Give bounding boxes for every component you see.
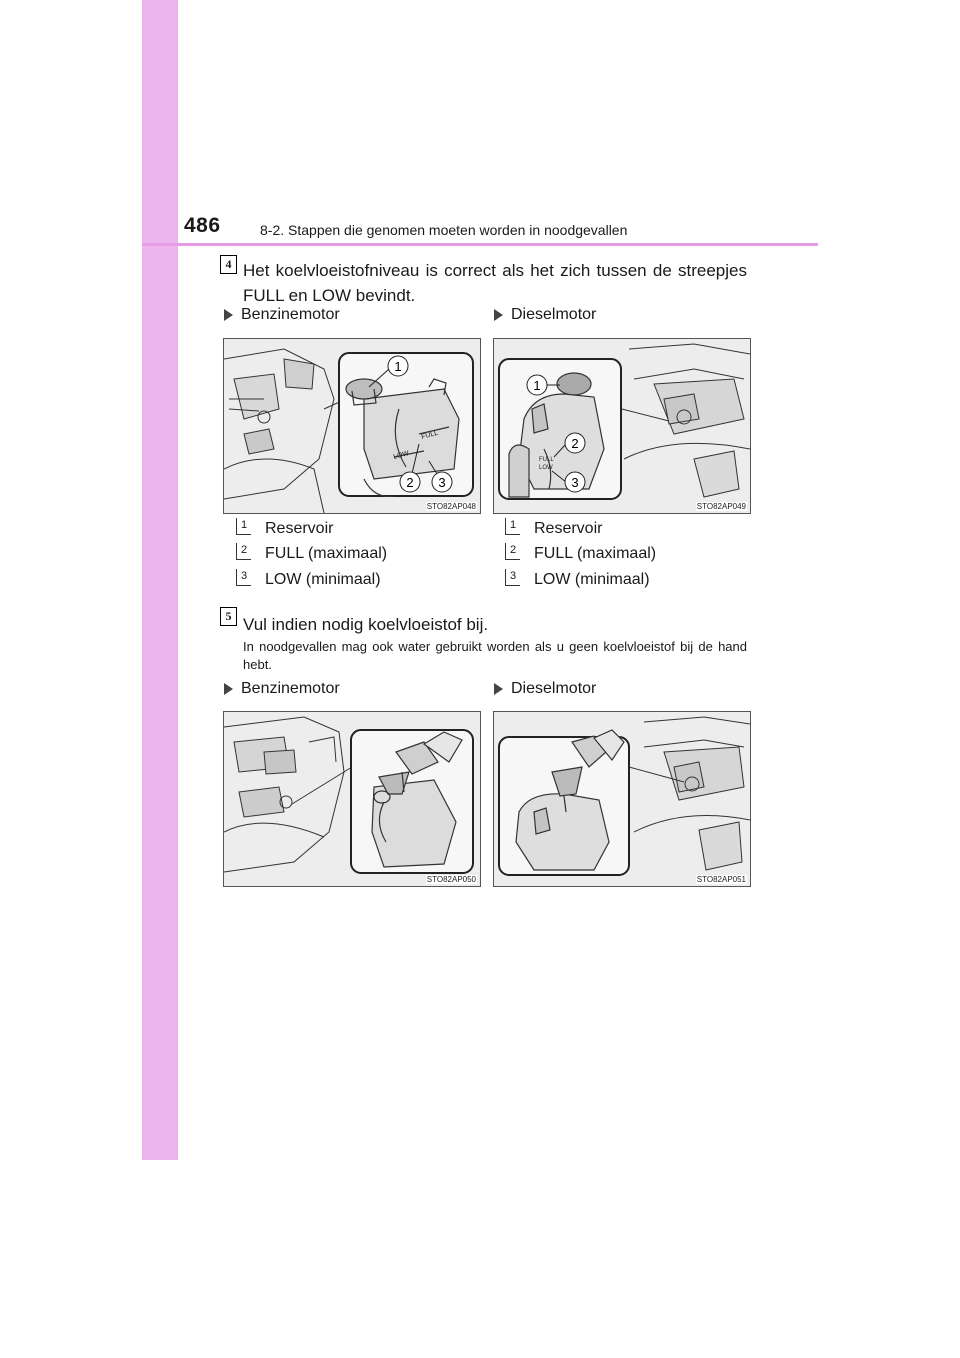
figure-benzine-reservoir: [223, 338, 481, 514]
legend-number: 3: [236, 569, 251, 586]
bullet-diesel-1: [494, 306, 596, 324]
legend-number: 3: [505, 569, 520, 586]
triangle-arrow-icon: [224, 683, 233, 695]
legend-number: 1: [505, 518, 520, 535]
engine-bay-illustration: [224, 339, 480, 513]
figure-code: STO82AP050: [426, 875, 476, 884]
engine-bay-illustration: [494, 712, 750, 886]
engine-bay-illustration: [224, 712, 480, 886]
step-5-text: Vul indien nodig koelvloeistof bij.: [243, 615, 489, 634]
step-4-text: Het koelvloeistofniveau is correct als het zich tussen de streepjes FULL en LOW bevindt.: [243, 261, 747, 305]
legend-item-full: [505, 545, 656, 563]
step-4-number: 4: [220, 255, 237, 274]
callout-1: 1: [394, 359, 402, 374]
legend-text: LOW (minimaal): [265, 571, 381, 588]
figure-code: STO82AP048: [426, 502, 476, 511]
callout-3: 3: [438, 475, 446, 490]
legend-item-full: [236, 545, 387, 563]
side-tab-bar: [142, 0, 178, 1160]
figure-code: STO82AP051: [696, 875, 746, 884]
bullet-label: Dieselmotor: [511, 680, 597, 697]
callout-1: 1: [533, 378, 541, 393]
level-mark-full: FULL: [420, 429, 440, 441]
legend-text: Reservoir: [265, 520, 334, 537]
triangle-arrow-icon: [494, 309, 503, 321]
legend-text: LOW (minimaal): [534, 571, 650, 588]
legend-item-low: [505, 571, 650, 589]
callout-3: 3: [571, 475, 579, 490]
bullet-diesel-2: [494, 680, 596, 698]
legend-item-reservoir: [236, 520, 333, 538]
bullet-label: Benzinemotor: [241, 306, 340, 323]
legend-text: Reservoir: [534, 520, 603, 537]
callout-2: 2: [406, 475, 414, 490]
legend-text: FULL (maximaal): [265, 545, 388, 562]
legend-number: 2: [236, 543, 251, 560]
step-5-note: In noodgevallen mag ook water gebruikt worden als u geen koelvloeistof bij de hand hebt.: [243, 639, 747, 672]
page-number: 486: [184, 214, 221, 237]
bullet-label: Dieselmotor: [511, 306, 597, 323]
legend-item-reservoir: [505, 520, 602, 538]
level-mark-full: FULL: [539, 457, 554, 463]
figure-diesel-refill: [493, 711, 751, 887]
level-mark-low: LOW: [539, 465, 553, 471]
legend-number: 2: [505, 543, 520, 560]
triangle-arrow-icon: [494, 683, 503, 695]
legend-text: FULL (maximaal): [534, 545, 657, 562]
step-5-number: 5: [220, 607, 237, 626]
figure-diesel-reservoir: [493, 338, 751, 514]
legend-item-low: [236, 571, 381, 589]
bullet-benzine-2: [224, 680, 340, 698]
bullet-benzine-1: [224, 306, 340, 324]
header-rule: [142, 243, 818, 246]
engine-bay-illustration: [494, 339, 750, 513]
section-title: 8-2. Stappen die genomen moeten worden in noodgevallen: [260, 222, 628, 238]
figure-code: STO82AP049: [696, 502, 746, 511]
level-mark-low: LOW: [392, 450, 410, 461]
callout-2: 2: [571, 436, 579, 451]
figure-benzine-refill: [223, 711, 481, 887]
legend-number: 1: [236, 518, 251, 535]
triangle-arrow-icon: [224, 309, 233, 321]
bullet-label: Benzinemotor: [241, 680, 340, 697]
